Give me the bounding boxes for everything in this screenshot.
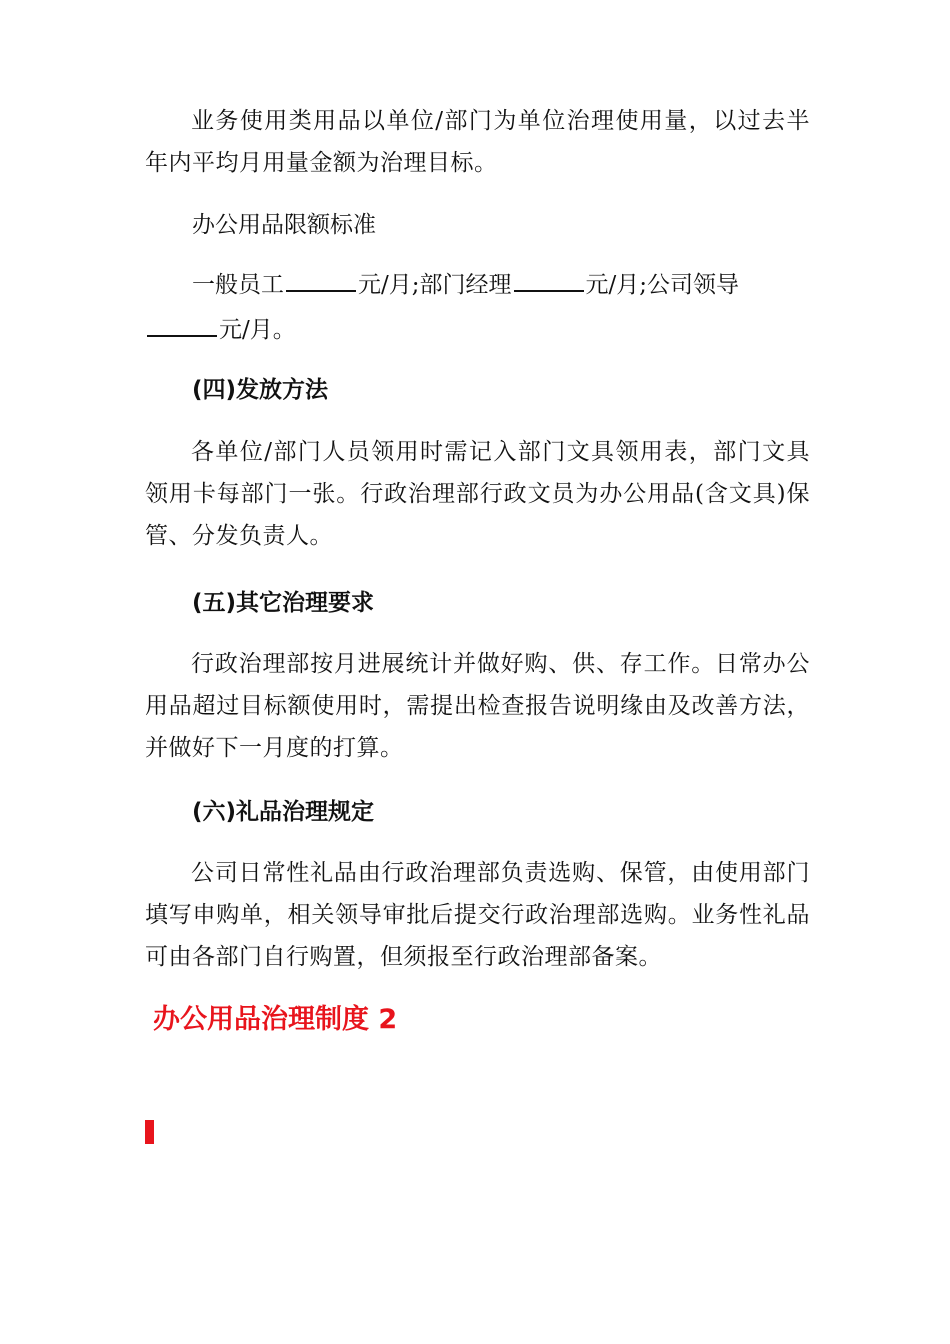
- paragraph-gift-rules: 公司日常性礼品由行政治理部负责选购、保管，由使用部门填写申购单，相关领导审批后提交行政治理部选购。业务性礼品可由各部门自行购置，但须报至行政治理部备案。: [145, 860, 810, 970]
- heading-gift-rules: (六)礼品治理规定: [192, 799, 375, 825]
- heading-distribution-method: (四)发放方法: [192, 377, 329, 403]
- employee-label: 一般员工: [192, 272, 284, 298]
- employee-limit-blank: [286, 270, 356, 292]
- paragraph-distribution-method: 各单位/部门人员领用时需记入部门文具领用表，部门文具领用卡每部门一张。行政治理部行政文员为办公用品(含文具)保管、分发负责人。: [145, 439, 810, 549]
- leader-unit: 元/月。: [219, 317, 296, 343]
- red-marker: [145, 1120, 154, 1144]
- limit-standard-label: 办公用品限额标准: [192, 212, 376, 238]
- limit-line-continued: [145, 315, 296, 345]
- manager-unit: 元/月;: [585, 272, 647, 298]
- employee-unit: 元/月;: [358, 272, 420, 298]
- paragraph-other-requirements: 行政治理部按月进展统计并做好购、供、存工作。日常办公用品超过目标额使用时，需提出检查报告说明缘由及改善方法，并做好下一月度的打算。: [145, 651, 810, 761]
- section-title: 办公用品治理制度 2: [153, 1004, 398, 1035]
- manager-label: 部门经理: [419, 272, 512, 298]
- paragraph-usage-management: 业务使用类用品以单位/部门为单位治理使用量，以过去半年内平均月用量金额为治理目标。: [145, 108, 810, 176]
- leader-label: 公司领导: [647, 272, 739, 298]
- heading-other-requirements: (五)其它治理要求: [192, 590, 375, 616]
- limit-line: [192, 270, 739, 300]
- manager-limit-blank: [514, 270, 584, 292]
- leader-limit-blank: [147, 315, 217, 337]
